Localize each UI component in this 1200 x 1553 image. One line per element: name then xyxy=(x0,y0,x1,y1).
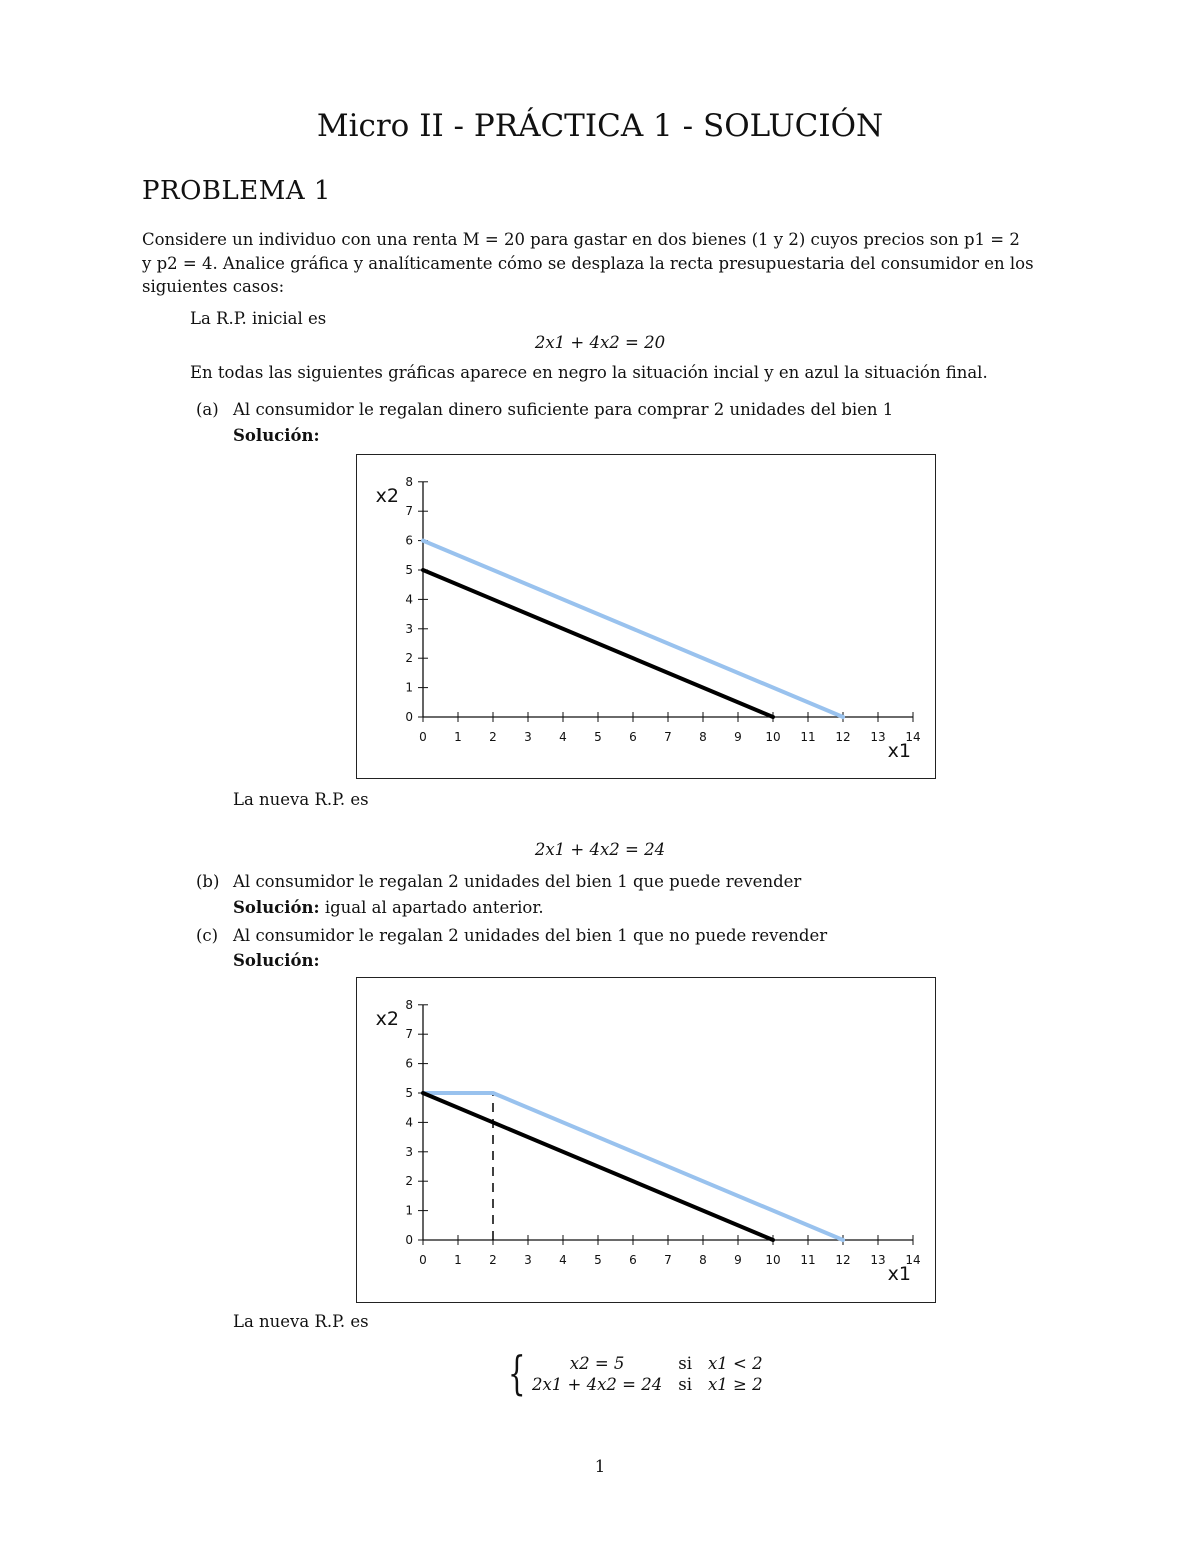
x-tick-label: 3 xyxy=(524,1253,532,1267)
x-tick-label: 6 xyxy=(629,1253,637,1267)
page-title: Micro II - PRÁCTICA 1 - SOLUCIÓN xyxy=(316,108,884,144)
y-tick-label: 1 xyxy=(405,1203,413,1218)
x-tick-label: 5 xyxy=(594,730,602,744)
x-tick-label: 4 xyxy=(559,1253,567,1267)
problem-heading: PROBLEMA 1 xyxy=(142,176,331,206)
case-condition: x1 < 2 xyxy=(707,1354,763,1373)
x-tick-label: 10 xyxy=(765,1253,781,1267)
x-tick-label: 3 xyxy=(524,730,532,744)
x-axis-label: x1 xyxy=(887,740,911,762)
case-equation: 2x1 + 4x2 = 24 xyxy=(532,1375,663,1394)
x-tick-label: 11 xyxy=(800,1253,816,1267)
item-c-text: Al consumidor le regalan 2 unidades del bien 1 que no puede revender xyxy=(233,926,828,945)
item-a-text: Al consumidor le regalan dinero suficiente para comprar 2 unidades del bien 1 xyxy=(233,400,894,419)
y-tick-label: 4 xyxy=(405,592,413,607)
initial-budget-line xyxy=(423,570,773,717)
chart-c xyxy=(356,977,936,1303)
x-tick-label: 1 xyxy=(454,730,462,744)
intro-line-1: Considere un individuo con una renta M = 20 para gastar en dos bienes (1 y 2) cuyos precios son p1 = 2 xyxy=(142,230,1020,249)
y-tick-label: 3 xyxy=(405,621,413,636)
y-tick-label: 5 xyxy=(405,1086,413,1100)
x-tick-label: 14 xyxy=(905,1253,921,1267)
y-tick-label: 6 xyxy=(405,533,413,548)
x-tick-label: 13 xyxy=(870,1253,886,1267)
x-tick-label: 11 xyxy=(800,730,816,744)
case-condition: x1 ≥ 2 xyxy=(707,1375,763,1394)
x-axis-label: x1 xyxy=(887,1263,911,1285)
x-tick-label: 8 xyxy=(699,1253,707,1267)
item-a-new-rp-label: La nueva R.P. es xyxy=(233,790,369,809)
item-c-solution-label: Solución: xyxy=(233,951,320,970)
item-b-text: Al consumidor le regalan 2 unidades del bien 1 que puede revender xyxy=(233,872,802,891)
y-tick-label: 0 xyxy=(405,710,413,724)
x-tick-label: 12 xyxy=(835,730,851,744)
y-tick-label: 3 xyxy=(405,1144,413,1159)
chart-c-svg xyxy=(357,978,935,1302)
x-tick-label: 2 xyxy=(489,730,497,744)
x-tick-label: 12 xyxy=(835,1253,851,1267)
cases-table xyxy=(524,1353,771,1395)
case-condition-word: si xyxy=(678,1354,692,1373)
x-tick-label: 14 xyxy=(905,730,921,744)
item-b-solution-text: igual al apartado anterior. xyxy=(324,898,544,917)
x-tick-label: 0 xyxy=(419,730,427,744)
item-b-solution-label: Solución: xyxy=(233,898,320,917)
x-tick-label: 8 xyxy=(699,730,707,744)
x-tick-label: 13 xyxy=(870,730,886,744)
intro-line-3: siguientes casos: xyxy=(142,277,285,296)
left-brace: { xyxy=(508,1346,526,1400)
y-axis-label: x2 xyxy=(375,484,399,507)
y-tick-label: 6 xyxy=(405,1056,413,1071)
x-tick-label: 6 xyxy=(629,730,637,744)
x-tick-label: 9 xyxy=(734,730,742,744)
y-tick-label: 5 xyxy=(405,563,413,577)
initial-budget-line xyxy=(423,1093,773,1240)
y-tick-label: 7 xyxy=(405,504,413,519)
x-tick-label: 2 xyxy=(489,1253,497,1267)
y-tick-label: 4 xyxy=(405,1115,413,1130)
item-a-new-equation: 2x1 + 4x2 = 24 xyxy=(534,840,666,859)
y-tick-label: 1 xyxy=(405,680,413,695)
y-tick-label: 0 xyxy=(405,1233,413,1247)
x-tick-label: 4 xyxy=(559,730,567,744)
case-row xyxy=(524,1353,771,1374)
y-tick-label: 2 xyxy=(405,651,413,666)
final-budget-line xyxy=(423,541,843,717)
x-tick-label: 7 xyxy=(664,1253,672,1267)
case-condition-word: si xyxy=(678,1375,692,1394)
item-b-solution xyxy=(233,898,544,917)
item-b-marker: (b) xyxy=(196,872,220,891)
problem-intro xyxy=(142,228,1062,299)
y-tick-label: 7 xyxy=(405,1027,413,1042)
item-c-marker: (c) xyxy=(196,926,219,945)
initial-equation: 2x1 + 4x2 = 20 xyxy=(534,333,666,352)
initial-rp-label: La R.P. inicial es xyxy=(190,309,327,328)
color-note: En todas las siguientes gráficas aparece en negro la situación incial y en azul la situación final. xyxy=(190,363,988,382)
x-tick-label: 7 xyxy=(664,730,672,744)
item-c-new-rp-label: La nueva R.P. es xyxy=(233,1312,369,1331)
y-tick-label: 8 xyxy=(405,474,413,489)
intro-line-2: y p2 = 4. Analice gráfica y analíticamente cómo se desplaza la recta presupuestaria del consumidor en los xyxy=(142,253,1034,273)
y-tick-label: 2 xyxy=(405,1174,413,1189)
final-budget-line xyxy=(423,1093,843,1240)
item-a-marker: (a) xyxy=(196,400,219,419)
case-row xyxy=(524,1374,771,1395)
case-equation: x2 = 5 xyxy=(569,1354,625,1373)
y-axis-label: x2 xyxy=(375,1007,399,1030)
chart-a xyxy=(356,454,936,779)
x-tick-label: 10 xyxy=(765,730,781,744)
y-tick-label: 8 xyxy=(405,997,413,1012)
item-a-solution-label: Solución: xyxy=(233,426,320,445)
x-tick-label: 1 xyxy=(454,1253,462,1267)
page-number: 1 xyxy=(594,1457,606,1476)
chart-a-svg xyxy=(357,455,935,778)
x-tick-label: 0 xyxy=(419,1253,427,1267)
x-tick-label: 5 xyxy=(594,1253,602,1267)
x-tick-label: 9 xyxy=(734,1253,742,1267)
